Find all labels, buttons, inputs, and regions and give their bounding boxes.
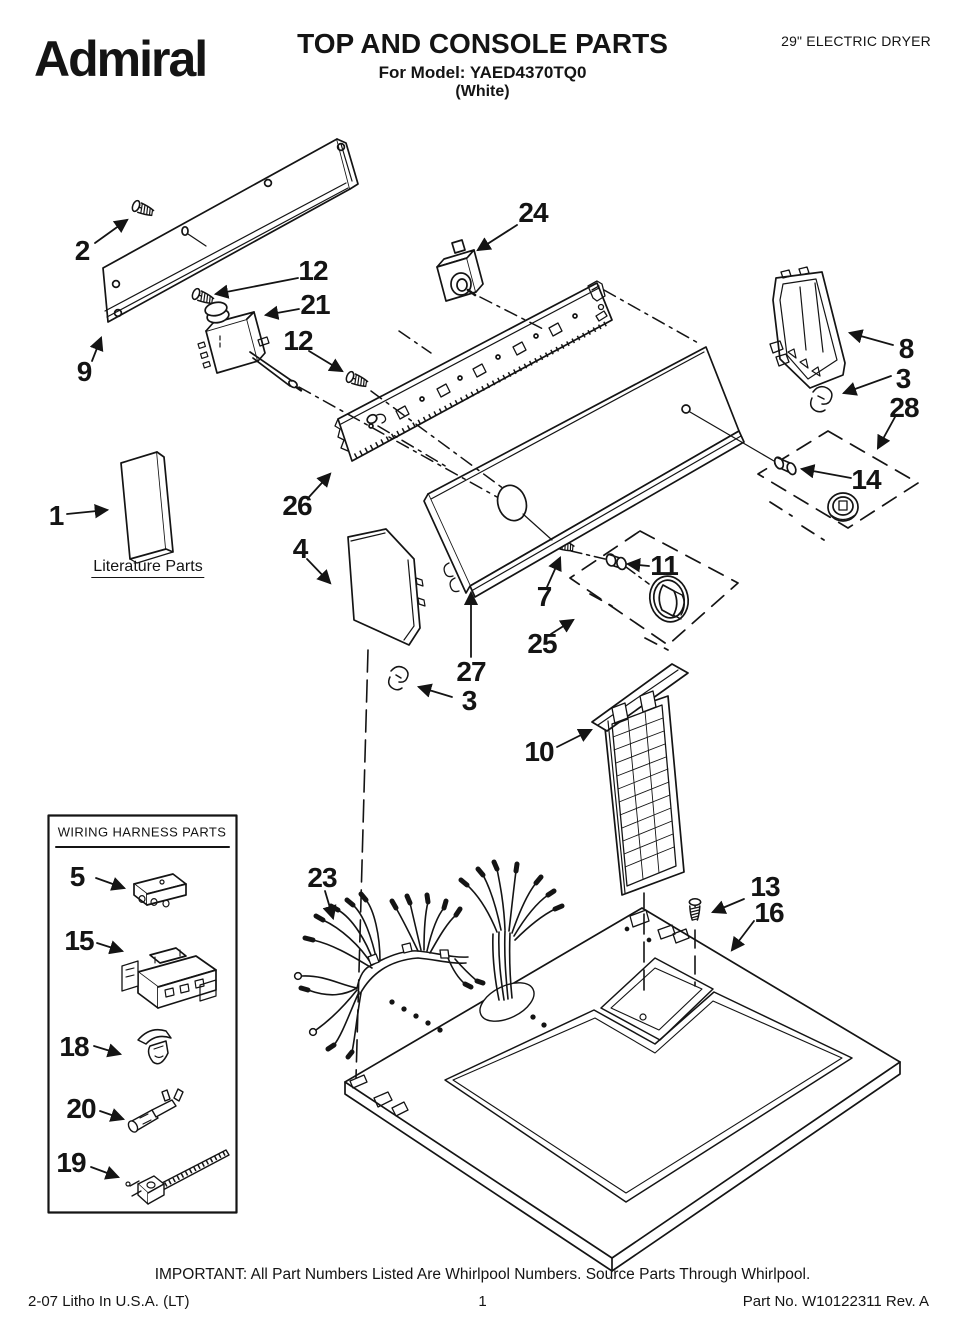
callout-10: 10 [524, 736, 554, 767]
literature-parts-label: Literature Parts [91, 558, 204, 578]
callout-28: 28 [889, 392, 919, 423]
right-end-cap-drawing [770, 267, 845, 388]
callout-11: 11 [650, 550, 678, 581]
callout-16: 16 [754, 897, 784, 928]
callout-14: 14 [851, 464, 881, 495]
page-number: 1 [478, 1293, 487, 1310]
callout-23: 23 [307, 862, 337, 893]
callout-4: 4 [292, 533, 308, 564]
callout-2: 2 [74, 235, 90, 266]
lint-screen-drawing [592, 664, 688, 895]
callout-7: 7 [536, 581, 552, 612]
callout-21: 21 [300, 289, 330, 320]
spacer-11-drawing [605, 553, 627, 570]
push-switch-drawing [437, 240, 483, 301]
callout-19: 19 [56, 1147, 86, 1178]
page-title: TOP AND CONSOLE PARTS [297, 28, 668, 59]
callout-25: 25 [527, 628, 557, 659]
clip-3-right-drawing [811, 387, 832, 412]
callout-8: 8 [898, 333, 914, 364]
knob-rear-drawing [828, 493, 858, 521]
brand-logo: Admiral [34, 31, 207, 87]
clip-18-drawing [138, 1030, 171, 1064]
bushing-14-drawing [773, 456, 797, 476]
callout-18: 18 [59, 1031, 89, 1062]
callout-26: 26 [282, 490, 312, 521]
callout-27: 27 [456, 656, 486, 687]
cable-tie-19-drawing [126, 1150, 229, 1204]
important-note: IMPORTANT: All Part Numbers Listed Are Whirlpool Numbers. Source Parts Through Whirlpool. [154, 1266, 811, 1283]
callout-3-right: 3 [895, 363, 911, 394]
connector-15-drawing [122, 948, 216, 1008]
screw-13 [689, 899, 700, 920]
callout-1: 1 [48, 500, 64, 531]
top-panel-drawing [345, 908, 900, 1271]
connector-5-drawing [134, 874, 186, 907]
callout-9: 9 [76, 356, 92, 387]
wiring-box-title: WIRING HARNESS PARTS [57, 824, 227, 840]
screw-2 [131, 200, 155, 218]
product-type-label: 29" ELECTRIC DRYER [781, 33, 931, 49]
callout-12b: 12 [283, 325, 313, 356]
callout-13: 13 [750, 871, 780, 902]
terminal-20-drawing [127, 1089, 183, 1134]
model-line: For Model: YAED4370TQ0 [378, 63, 587, 83]
callout-20: 20 [66, 1093, 96, 1124]
callout-5: 5 [69, 861, 85, 892]
part-number: Part No. W10122311 Rev. A [742, 1293, 929, 1310]
callout-24: 24 [518, 197, 548, 228]
clip-3-left-drawing [389, 667, 408, 690]
litho-note: 2-07 Litho In U.S.A. (LT) [28, 1293, 190, 1310]
screw-12b [345, 371, 369, 389]
literature-book-drawing [121, 452, 173, 563]
callout-15: 15 [64, 925, 94, 956]
callout-12a: 12 [298, 255, 328, 286]
callout-3-left: 3 [461, 685, 477, 716]
left-end-cap-drawing [348, 529, 425, 645]
finish-line: (White) [455, 82, 510, 100]
